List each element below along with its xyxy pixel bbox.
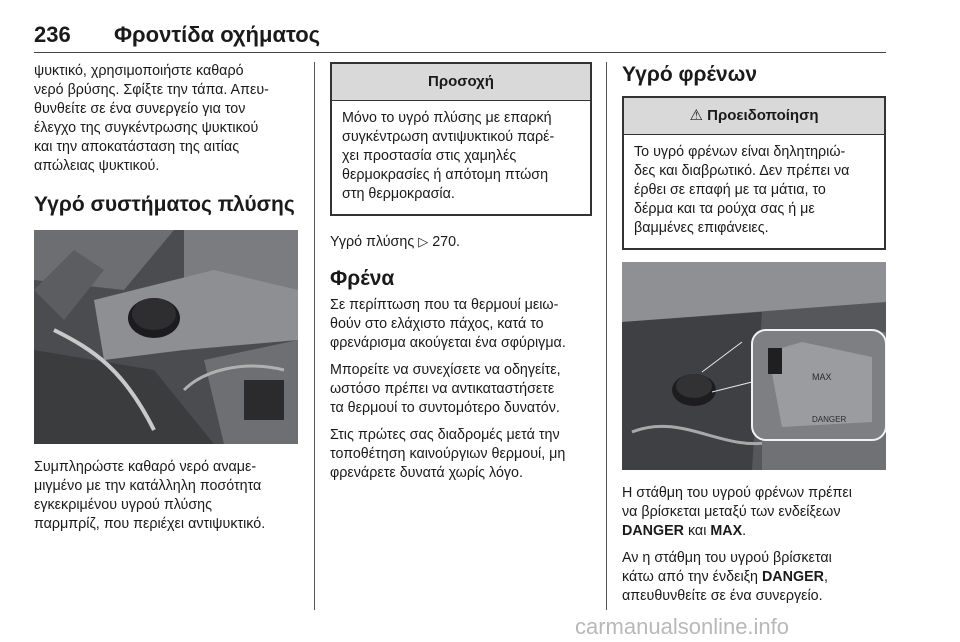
paragraph-line: να βρίσκεται μεταξύ των ενδείξεων bbox=[622, 504, 841, 520]
danger-term: DANGER bbox=[622, 523, 684, 539]
washer-fluid-heading: Υγρό συστήματος πλύσης bbox=[34, 193, 295, 216]
column-right bbox=[622, 62, 886, 606]
max-mark-label: MAX bbox=[812, 372, 832, 382]
paragraph-line: φρενάρετε δυνατά χωρίς λόγο. bbox=[330, 465, 523, 481]
level-paragraph bbox=[622, 484, 886, 541]
paragraph-line: φρενάρισμα ακούγεται ένα σφύριγμα. bbox=[330, 335, 566, 351]
low-level-paragraph bbox=[622, 549, 886, 606]
paragraph-line: Στις πρώτες σας διαδρομές μετά την bbox=[330, 427, 560, 443]
caution-line: Μόνο το υγρό πλύσης με επαρκή bbox=[342, 110, 552, 126]
warning-box bbox=[622, 96, 886, 250]
warning-line: δέρμα και τα ρούχα σας ή με bbox=[634, 201, 815, 217]
warning-body bbox=[624, 135, 884, 248]
brake-fluid-heading: Υγρό φρένων bbox=[622, 63, 758, 86]
caution-line: στη θερμοκρασία. bbox=[342, 186, 455, 202]
chapter-title: Φροντίδα οχήματος bbox=[114, 22, 321, 47]
reference-text: Υγρό πλύσης bbox=[330, 234, 415, 250]
brakes-heading: Φρένα bbox=[330, 267, 395, 290]
intro-line: και την αποκατάσταση της αιτίας bbox=[34, 139, 240, 155]
warning-triangle-icon: ⚠ bbox=[689, 107, 703, 124]
paragraph-line: Σε περίπτωση που τα θερμουί μειω- bbox=[330, 297, 559, 313]
column-divider bbox=[606, 62, 607, 610]
max-term: MAX bbox=[710, 523, 743, 539]
caution-line: θερμοκρασίες ή απότομη πτώση bbox=[342, 167, 549, 183]
paragraph-line: τοποθέτηση καινούργιων θερμουί, μη bbox=[330, 446, 566, 462]
danger-mark-label: DANGER bbox=[812, 415, 847, 424]
paragraph-line: απευθυνθείτε σε ένα συνεργείο. bbox=[622, 588, 823, 604]
conjunction: και bbox=[687, 523, 707, 539]
column-divider bbox=[314, 62, 315, 610]
page-number: 236 bbox=[34, 22, 71, 47]
paragraph-line: θούν στο ελάχιστο πάχος, κατά το bbox=[330, 316, 544, 332]
warning-line: βαμμένες επιφάνειες. bbox=[634, 220, 769, 236]
caution-line: χει προστασία στις χαμηλές bbox=[342, 148, 517, 164]
engine-bay-illustration bbox=[34, 230, 298, 444]
fill-instruction-line: εγκεκριμένου υγρού πλύσης bbox=[34, 497, 212, 513]
column-left bbox=[34, 62, 298, 534]
brake-reservoir-photo bbox=[622, 262, 886, 470]
paragraph-line: Η στάθμη του υγρού φρένων πρέπει bbox=[622, 485, 852, 501]
paragraph-line: ωστόσο πρέπει να αντικαταστήσετε bbox=[330, 381, 555, 397]
fill-instruction-line: μιγμένο με την κατάλληλη ποσότητα bbox=[34, 478, 262, 494]
intro-line: απώλειας ψυκτικού. bbox=[34, 158, 160, 174]
site-watermark: carmanualsonline.info bbox=[575, 614, 790, 639]
warning-line: έρθει σε επαφή με τα μάτια, το bbox=[634, 182, 826, 198]
column-middle bbox=[330, 62, 592, 483]
page-reference-arrow-icon: ▷ bbox=[418, 234, 429, 249]
warning-header bbox=[624, 98, 884, 135]
intro-line: έλεγχο της συγκέντρωσης ψυκτικού bbox=[34, 120, 259, 136]
paragraph-line: Μπορείτε να συνεχίσετε να οδηγείτε, bbox=[330, 362, 561, 378]
text-run: κάτω από την ένδειξη bbox=[622, 569, 758, 585]
paragraph-line bbox=[622, 568, 886, 587]
punctuation: , bbox=[823, 569, 828, 585]
caution-box bbox=[330, 62, 592, 216]
brakes-paragraph bbox=[330, 426, 592, 483]
warning-line: Το υγρό φρένων είναι δηλητηριώ- bbox=[634, 144, 846, 160]
intro-line: ψυκτικό, χρησιμοποιήστε καθαρό bbox=[34, 63, 244, 79]
intro-line: θυνθείτε σε ένα συνεργείο για τον bbox=[34, 101, 246, 117]
caution-line: συγκέντρωση αντιψυκτικού παρέ- bbox=[342, 129, 555, 145]
paragraph-line bbox=[622, 522, 886, 541]
page-header bbox=[34, 18, 886, 53]
punctuation: . bbox=[742, 523, 747, 539]
fill-instruction-line: παρμπρίζ, που περιέχει αντιψυκτικό. bbox=[34, 516, 266, 532]
warning-line: δες και διαβρωτικό. Δεν πρέπει να bbox=[634, 163, 850, 179]
fill-instruction-line: Συμπληρώστε καθαρό νερό αναμε- bbox=[34, 459, 257, 475]
caution-title: Προσοχή bbox=[332, 64, 590, 101]
reference-page: 270. bbox=[432, 234, 461, 250]
cross-reference[interactable] bbox=[330, 232, 592, 252]
caution-body bbox=[332, 101, 590, 214]
danger-term: DANGER bbox=[761, 569, 824, 585]
brake-fluid-reservoir-illustration bbox=[622, 262, 886, 470]
washer-reservoir-photo bbox=[34, 230, 298, 444]
paragraph-line: Αν η στάθμη του υγρού βρίσκεται bbox=[622, 550, 832, 566]
intro-line: νερό βρύσης. Σφίξτε την τάπα. Απευ- bbox=[34, 82, 269, 98]
brakes-paragraph bbox=[330, 361, 592, 418]
warning-title: Προειδοποίηση bbox=[707, 107, 819, 124]
brakes-paragraph bbox=[330, 296, 592, 353]
paragraph-line: τα θερμουί το συντομότερο δυνατόν. bbox=[330, 400, 560, 416]
